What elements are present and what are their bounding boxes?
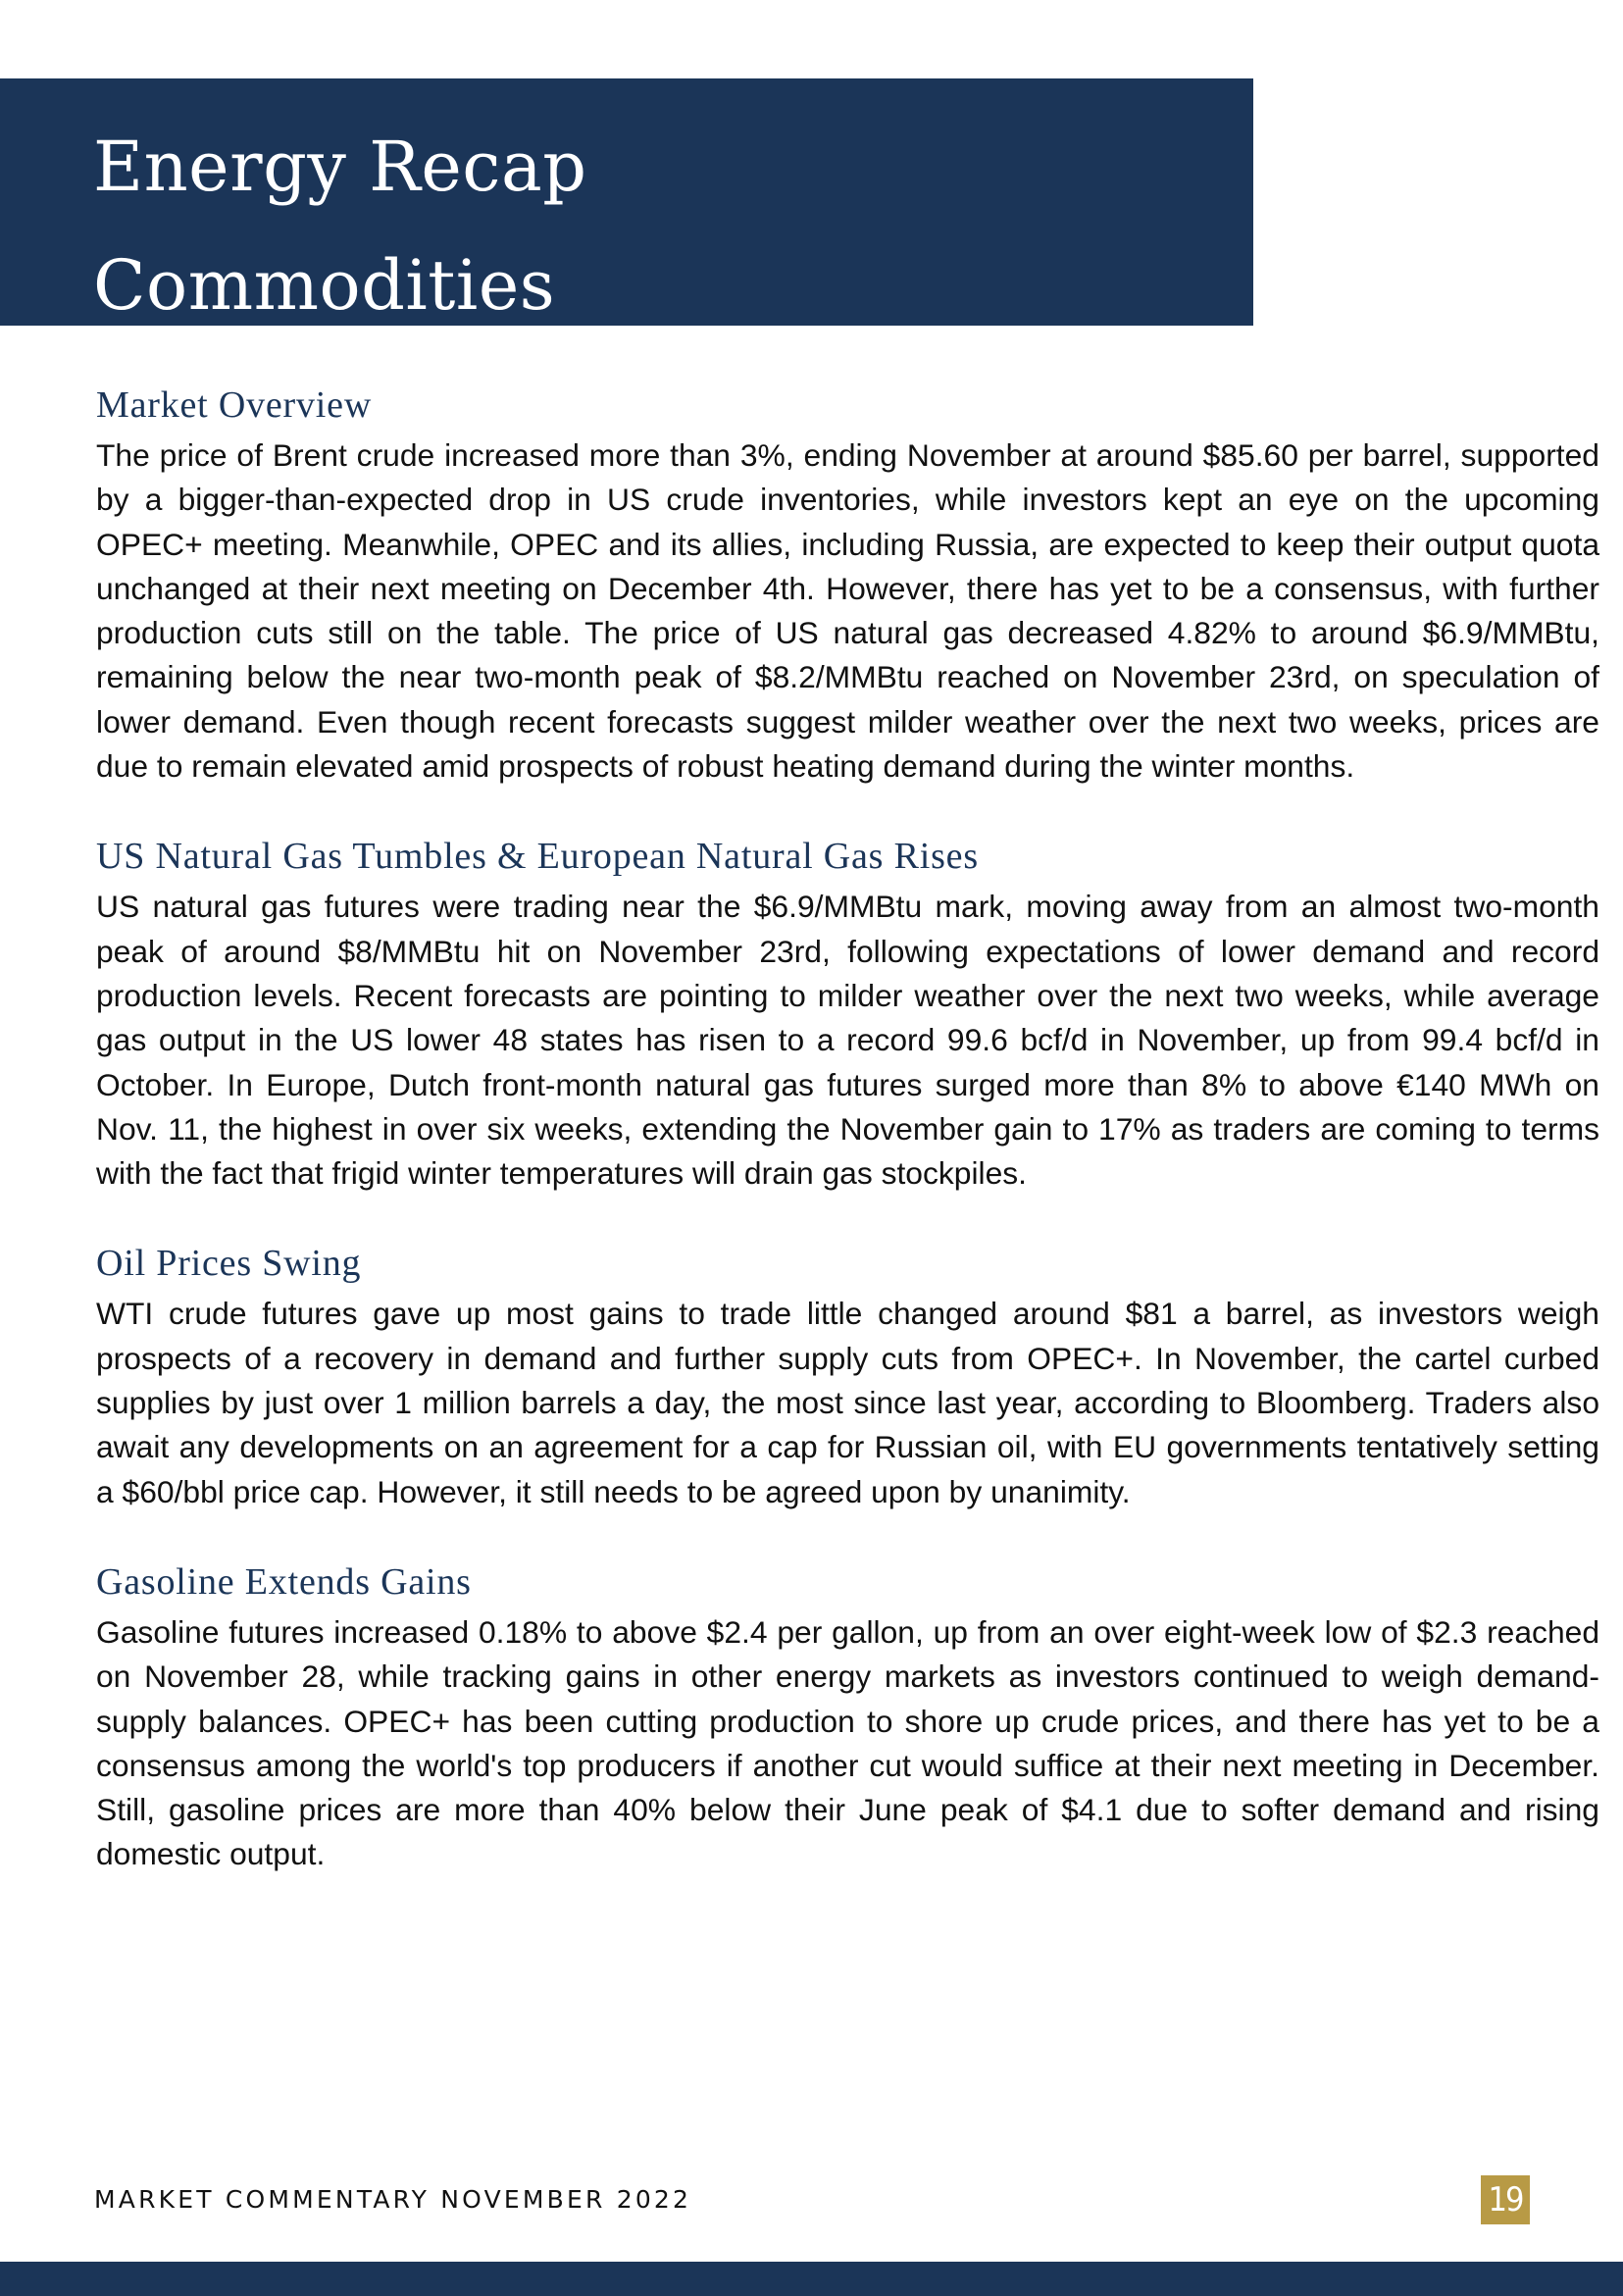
page-title-line-1: Energy Recap: [93, 127, 587, 207]
section-body: The price of Brent crude increased more than 3%, ending November at around $85.60 per barrel, supported by a bigger-than-expected drop in US crude inventories, while investors kept an eye on the upcoming OPEC+ meeting. Meanwhile, OPEC and its allies, including Russia, are expected to keep their output quota unchanged at their next meeting on December 4th. However, there has yet to be a consensus, with further production cuts still on the table. The price of US natural gas decreased 4.82% to around $6.9/MMBtu, remaining below the near two-month peak of $8.2/MMBtu reached on November 23rd, on speculation of lower demand. Even though recent forecasts suggest milder weather over the next two weeks, prices are due to remain elevated amid prospects of robust heating demand during the winter months.: [96, 437, 1599, 785]
section-body: Gasoline futures increased 0.18% to above $2.4 per gallon, up from an over eight-week low of $2.3 reached on November 28, while tracking gains in other energy markets as investors continued to weigh demand-supply balances. OPEC+ has been cutting production to shore up crude prices, and there has yet to be a consensus among the world's top producers if another cut would suffice at their next meeting in December. Still, gasoline prices are more than 40% below their June peak of $4.1 due to softer demand and rising domestic output.: [96, 1613, 1599, 1872]
section-heading: Market Overview: [96, 384, 373, 426]
page-title-line-2: Commodities: [93, 245, 556, 326]
section-oil-prices: [96, 1239, 1599, 1513]
section-heading: US Natural Gas Tumbles & European Natural Gas Rises: [96, 836, 979, 878]
section-body: WTI crude futures gave up most gains to trade little changed around $81 a barrel, as investors weigh prospects of a recovery in demand and further supply cuts from OPEC+. In November, the cartel curbed supplies by just over 1 million barrels a day, the most since last year, according to Bloomberg. Traders also await any developments on an agreement for a cap for Russian oil, with EU governments tentatively setting a $60/bbl price cap. However, it still needs to be agreed upon by unanimity.: [96, 1296, 1599, 1509]
article-content: [96, 381, 1599, 1920]
section-natural-gas: [96, 832, 1599, 1196]
section-market-overview: [96, 381, 1599, 789]
section-gasoline: [96, 1557, 1599, 1877]
page-number-badge: 19: [1481, 2175, 1530, 2224]
footer-label: MARKET COMMENTARY NOVEMBER 2022: [94, 2185, 692, 2214]
section-body: US natural gas futures were trading near the $6.9/MMBtu mark, moving away from an almost two-month peak of around $8/MMBtu hit on November 23rd, following expectations of lower demand and record production levels. Recent forecasts are pointing to milder weather over the next two weeks, while average gas output in the US lower 48 states has risen to a record 99.6 bcf/d in November, up from 99.4 bcf/d in October. In Europe, Dutch front-month natural gas futures surged more than 8% to above €140 MWh on Nov. 11, the highest in over six weeks, extending the November gain to 17% as traders are coming to terms with the fact that frigid winter temperatures will drain gas stockpiles.: [96, 889, 1599, 1192]
page-title: [93, 108, 587, 345]
section-heading: Oil Prices Swing: [96, 1243, 362, 1285]
section-heading: Gasoline Extends Gains: [96, 1560, 472, 1603]
footer-bar: [0, 2262, 1623, 2296]
